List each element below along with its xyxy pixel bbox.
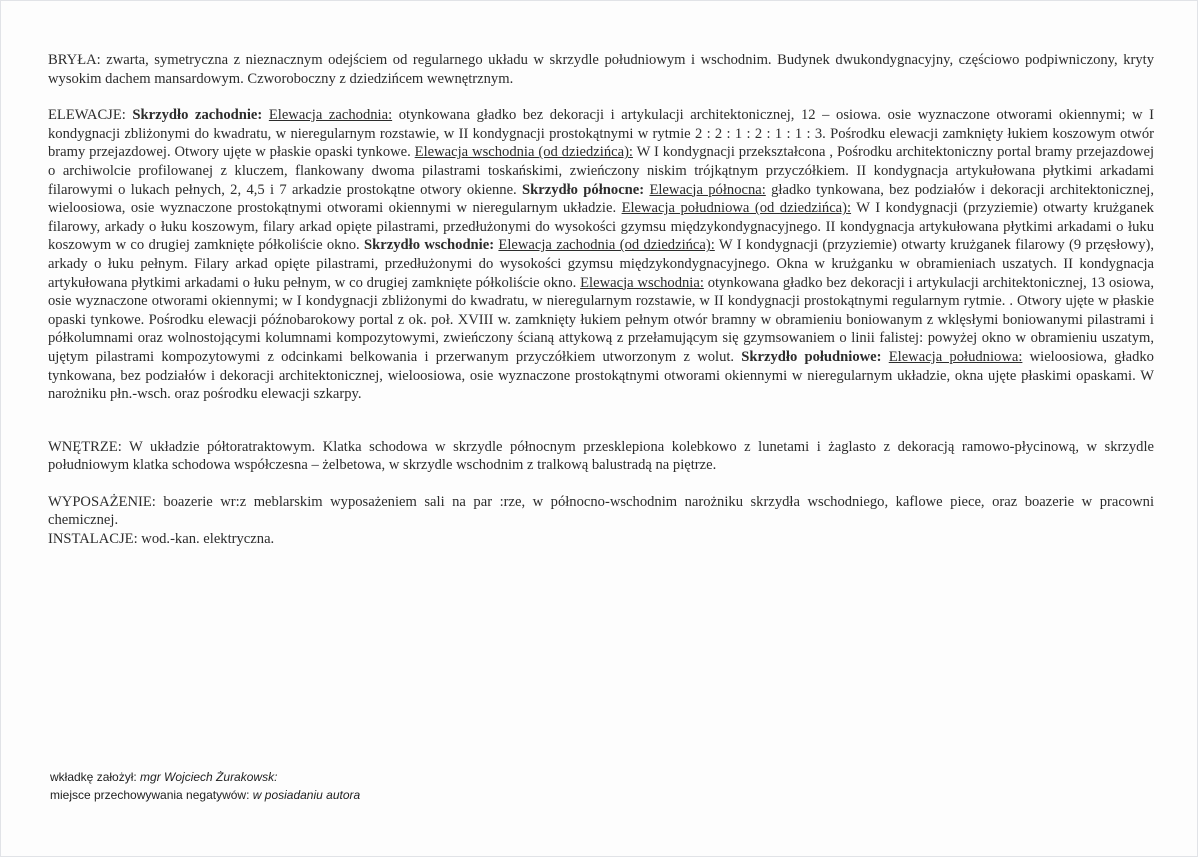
text-run [262, 107, 269, 123]
text-run [882, 349, 889, 365]
paragraph-bryla [48, 51, 1154, 88]
text-run: gładko tynkowana, bez podziałów i dekoracji architektonicznej, wieloosiowa, osie wyznaczone prostokątnymi otworami okiennymi w nieregularnym układzie. [48, 181, 1155, 217]
text-run: W I kondygnacji (przyziemie) otwarty krużganek filarowy (9 przęsłowy), arkady o łuku pełnym. Filary arkad opięte pilastrami, przedłużonymi do wysokości gzymsu międzykondygnacyjnego. Okna w krużganku w obramieniach uszatych. II kondygnacja artykułowana płytkimi arkadami o łuku pełnym, w co drugiej zamknięte półkoliście okno. [48, 237, 1155, 291]
text-run: WYPOSAŻENIE: boazerie wr:z meblarskim wyposażeniem sali na par :rze, w północno-wschodnim narożniku skrzydła wschodniego, kaflowe piece, oraz boazerie w pracowni chemicznej. [48, 493, 1154, 529]
text-run: wieloosiowa, gładko tynkowana, bez podziałów i dekoracji architektonicznej, wieloosiowa, osie wyznaczone prostokątnymi otworami okiennymi w nieregularnym układzie, okna ujęte płaskimi opaskami. W narożniku płn.-wsch. oraz pośrodku elewacji szkarpy. [48, 348, 1154, 403]
section-heading: Skrzydło południowe: [741, 348, 882, 365]
subsection-heading: Elewacja południowa: [888, 348, 1023, 365]
negatives-label: miejsce przechowywania negatywów: [50, 788, 253, 802]
section-heading: Skrzydło zachodnie: [132, 107, 263, 124]
author-label: wkładkę założył: [50, 770, 141, 784]
text-run: INSTALACJE: wod.-kan. elektryczna. [48, 531, 275, 548]
paragraph-instalacje [48, 530, 1154, 549]
text-run: W I kondygnacji przekształcona , Pośrodku architektoniczny portal bramy przejazdowej o archiwolcie profilowanej z kluczem, flankowany dwoma pilastrami toskańskimi, zwieńczony niskim trójkątnym przyczółkiem. II kondygnacja artykułowana płytkimi arkadami filarowymi o lukach pełnych, 2, 4,5 i 7 arkadzie prostokątne otwory okienne. [48, 144, 1154, 198]
text-run: WNĘTRZE: W układzie półtoratraktowym. Klatka schodowa w skrzydle północnym przesklepiona kolebkowo z lunetami i żaglasto z dekoracją ramowo-płycinową, w skrzydle południowym klatka schodowa współczesna – żelbetowa, w skrzydle wschodnim z tralkową balustradą na piętrze. [48, 438, 1154, 474]
subsection-heading: Elewacja zachodnia (od dziedzińca): [498, 237, 715, 254]
paragraph-wnetrze [48, 438, 1154, 475]
text-run: otynkowana gładko bez dekoracji i artykulacji architektonicznej, 12 – osiowa. osie wyznaczone otworami okiennymi; w I kondygnacji zbliżonymi do kwadratu, w nieregularnym rozstawie, w II kondygnacji prostokątnymi w rytmie 2 : 2 : 1 : 2 : 1 : 1 : 3. Pośrodku elewacji zamknięty łukiem koszowym otwór bramy przejazdowej. Otwory ujęte w płaskie opaski tynkowe. [48, 107, 1155, 161]
paragraph-wyposazenie [48, 493, 1154, 530]
section-heading: Skrzydło wschodnie: [364, 237, 495, 254]
section-heading: Skrzydło północne: [522, 181, 645, 198]
author-value: mgr Wojciech Żurakowsk: [140, 770, 278, 784]
document-footer [50, 768, 360, 804]
text-run: BRYŁA: zwarta, symetryczna z nieznacznym odejściem od regularnego układu w skrzydle południowym i wschodnim. Budynek dwukondygnacyjny, częściowo podpiwniczony, kryty wysokim dachem mansardowym. Czworoboczny z dziedzińcem wewnętrznym. [48, 52, 1154, 87]
paragraph-elewacje [48, 106, 1154, 404]
document-body [48, 51, 1154, 549]
negatives-line [50, 786, 360, 804]
author-line [50, 768, 360, 786]
negatives-value: w posiadaniu autora [252, 788, 361, 802]
subsection-heading: Elewacja wschodnia: [580, 274, 704, 291]
text-run: W I kondygnacji (przyziemie) otwarty krużganek filarowy, arkady o łuku koszowym, filary arkad opięte pilastrami, przedłużonymi do wysokości gzymsu międzykondygnacyjnego. II kondygnacja artykułowana płytkimi arkadami o łuku koszowym w co drugiej zamknięte półkoliście okno. [48, 200, 1154, 254]
text-run: otynkowana gładko bez dekoracji i artykulacji architektonicznej, 13 osiowa, osie wyznaczone otworami okiennymi; w I kondygnacji zbliżonymi do kwadratu, w nieregularnym rozstawie, w II kondygnacji prostokątnymi regularnym rytmie. . Otwory ujęte w płaskie opaski tynkowe. Pośrodku elewacji późnobarokowy portal z ok. poł. XVIII w. zamknięty łukiem pełnym otwór bramny w obramieniu boniowanym z wklęsłymi boniowanymi pilastrami i półkolumnami oraz wolnostojącymi kolumnami kompozytowymi, zwieńczony ścianą attykową z przełamującym się gzymsowaniem o linii falistej: powyżej okno w obramieniu uszatym, ujętym pilastrami kompozytowymi z odcinkami belkowania i przerwanym przyczółkiem utworzonym z wolut. [48, 274, 1154, 365]
subsection-heading: Elewacja zachodnia: [268, 107, 393, 124]
text-run: ELEWACJE: [48, 107, 133, 124]
subsection-heading: Elewacja wschodnia (od dziedzińca): [414, 144, 633, 161]
subsection-heading: Elewacja południowa (od dziedzińca): [621, 200, 852, 217]
subsection-heading: Elewacja północna: [649, 181, 766, 198]
